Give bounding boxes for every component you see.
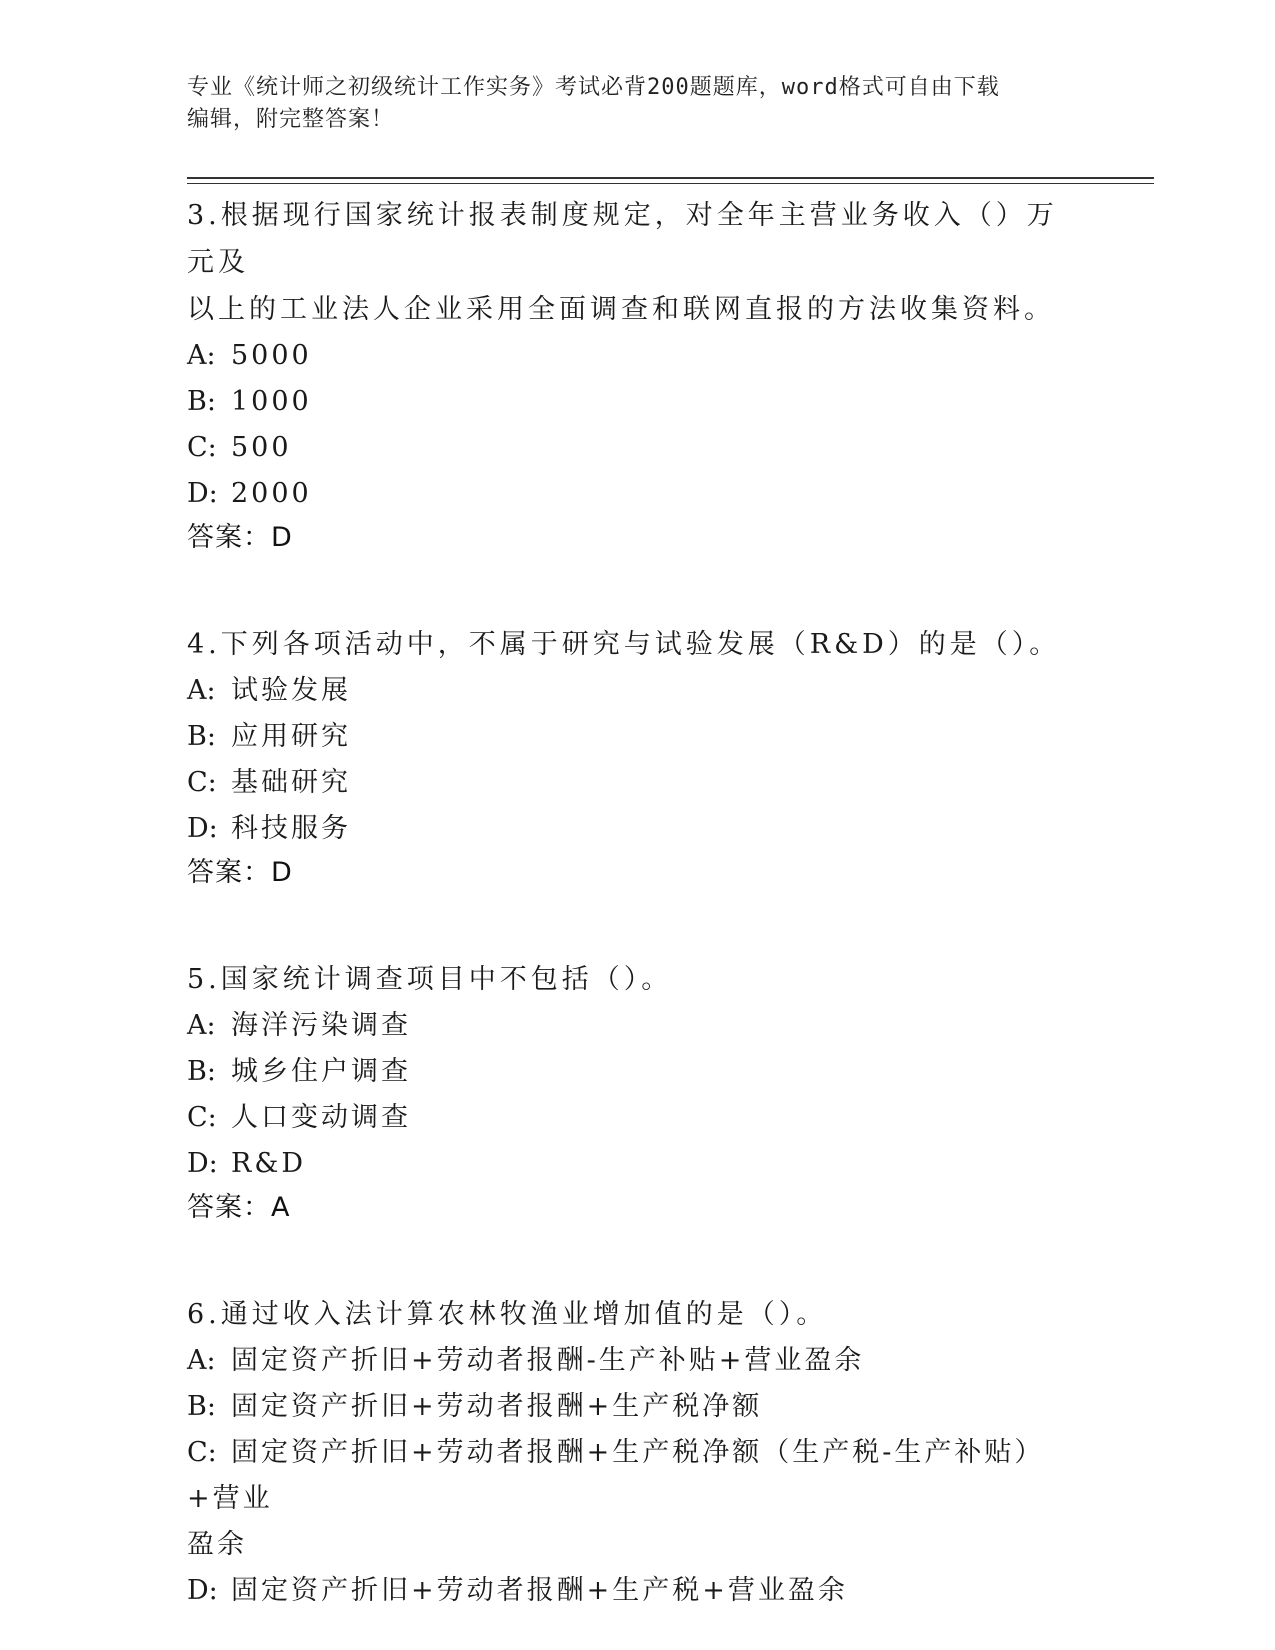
question-3-option-a	[187, 333, 1087, 379]
question-6-option-a	[187, 1338, 1087, 1384]
option-label: A:	[187, 1345, 216, 1376]
question-4-option-d	[187, 806, 1087, 852]
option-text: 试验发展	[231, 675, 351, 706]
option-label: B:	[187, 1056, 216, 1087]
question-4-text: 4.下列各项活动中，不属于研究与试验发展（R&D）的是（）。	[187, 629, 1061, 660]
option-label: D:	[187, 813, 218, 844]
header-line-1: 专业《统计师之初级统计工作实务》考试必背200题题库，word格式可自由下载	[187, 75, 1000, 100]
option-label: D:	[187, 478, 218, 509]
question-6-option-d	[187, 1568, 1087, 1614]
option-label: A:	[187, 1010, 216, 1041]
question-4-option-b	[187, 714, 1087, 760]
question-5-option-c	[187, 1095, 1087, 1141]
question-6-option-c	[187, 1430, 1087, 1568]
option-text: 2000	[231, 478, 312, 509]
header-rule-thick	[187, 177, 1154, 179]
option-text: 应用研究	[231, 721, 351, 752]
option-label: C:	[187, 432, 217, 463]
option-label: D:	[187, 1575, 218, 1606]
option-label: A:	[187, 675, 216, 706]
header-line-2: 编辑，附完整答案！	[187, 107, 395, 132]
question-3-text-line-2: 以上的工业法人企业采用全面调查和联网直报的方法收集资料。	[187, 294, 1055, 325]
question-5-option-a	[187, 1003, 1087, 1049]
option-label: C:	[187, 1437, 217, 1468]
question-list	[187, 188, 1087, 1614]
question-4-answer: 答案：D	[187, 857, 293, 888]
question-3-option-b	[187, 379, 1087, 425]
option-text: 科技服务	[231, 813, 351, 844]
option-label: C:	[187, 767, 217, 798]
header-rule-thin	[187, 183, 1154, 184]
option-label: D:	[187, 1148, 218, 1179]
question-5	[187, 952, 1087, 1229]
option-text: R&D	[231, 1148, 307, 1179]
option-text: 1000	[231, 386, 312, 417]
option-text: 5000	[231, 340, 312, 371]
option-label: A:	[187, 340, 216, 371]
question-3-text	[187, 188, 1087, 333]
question-5-answer: 答案：A	[187, 1192, 291, 1223]
option-text: 海洋污染调查	[231, 1010, 411, 1041]
spacer	[187, 894, 1087, 952]
question-3-option-d	[187, 471, 1087, 517]
option-text: 人口变动调查	[231, 1102, 411, 1133]
question-5-option-b	[187, 1049, 1087, 1095]
spacer	[187, 1229, 1087, 1287]
question-4-option-a	[187, 668, 1087, 714]
question-3	[187, 188, 1087, 559]
option-text-continued: 盈余	[187, 1529, 247, 1560]
question-4	[187, 617, 1087, 894]
question-5-option-d	[187, 1141, 1087, 1187]
option-text: 固定资产折旧+劳动者报酬+生产税净额（生产税-生产补贴）+营业	[187, 1437, 1045, 1514]
spacer	[187, 559, 1087, 617]
option-text: 固定资产折旧+劳动者报酬+生产税+营业盈余	[231, 1575, 848, 1606]
question-6-option-b	[187, 1384, 1087, 1430]
option-text: 500	[231, 432, 292, 463]
document-header	[187, 72, 1087, 136]
question-3-option-c	[187, 425, 1087, 471]
option-label: B:	[187, 386, 216, 417]
question-6-text: 6.通过收入法计算农林牧渔业增加值的是（）。	[187, 1299, 828, 1330]
option-label: B:	[187, 721, 216, 752]
option-text: 基础研究	[231, 767, 351, 798]
option-text: 城乡住户调查	[231, 1056, 411, 1087]
option-text: 固定资产折旧+劳动者报酬+生产税净额	[231, 1391, 763, 1422]
question-3-answer: 答案：D	[187, 522, 293, 553]
option-label: C:	[187, 1102, 217, 1133]
question-5-text: 5.国家统计调查项目中不包括（）。	[187, 964, 673, 995]
question-4-option-c	[187, 760, 1087, 806]
question-6	[187, 1287, 1087, 1614]
question-3-text-line-1: 3.根据现行国家统计报表制度规定，对全年主营业务收入（）万元及	[187, 200, 1058, 278]
option-text: 固定资产折旧+劳动者报酬-生产补贴+营业盈余	[231, 1345, 865, 1376]
option-label: B:	[187, 1391, 216, 1422]
